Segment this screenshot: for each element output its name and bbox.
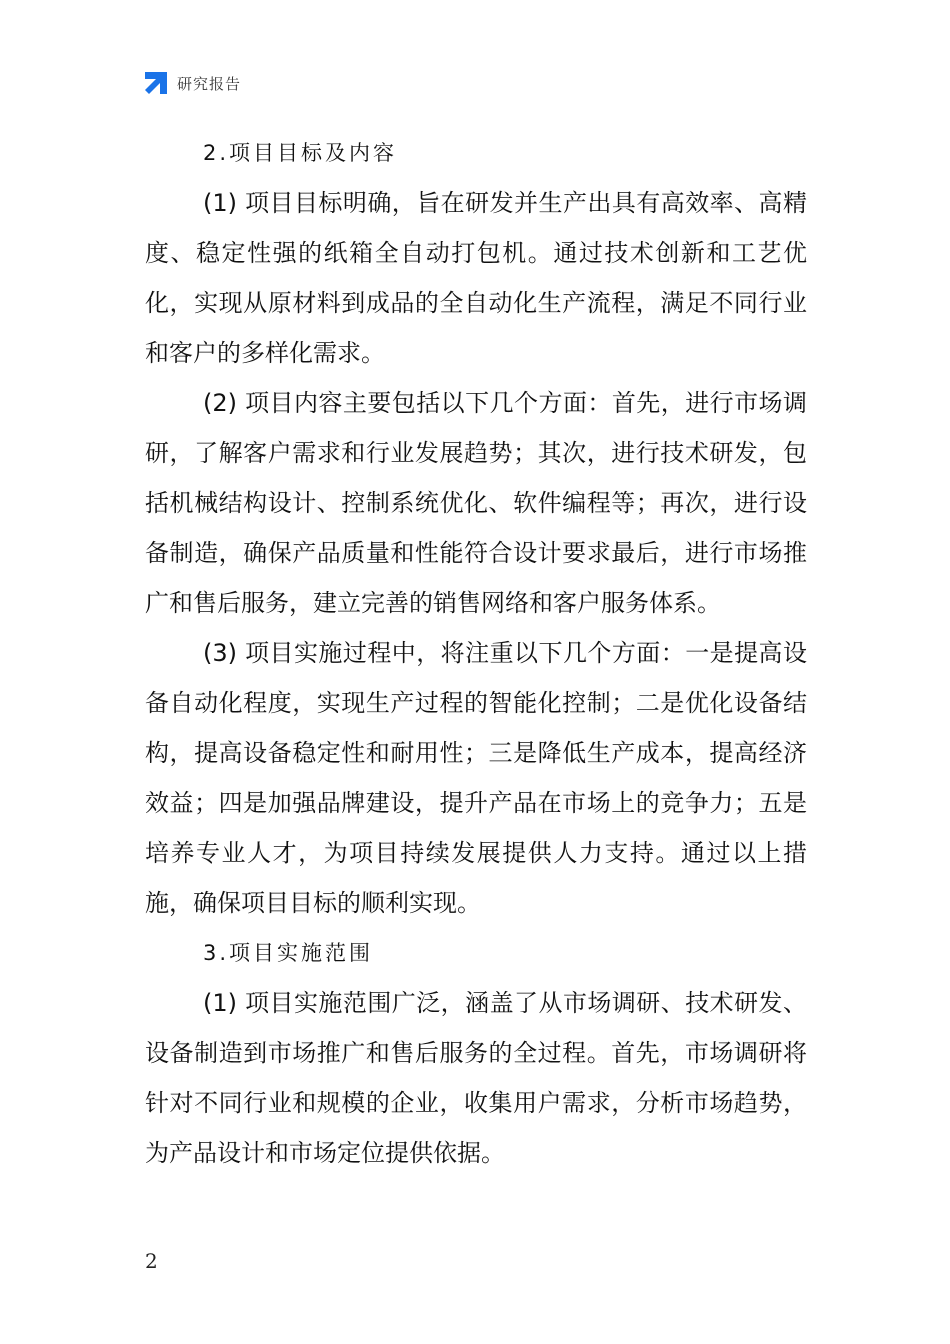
paragraph: (2) 项目内容主要包括以下几个方面：首先，进行市场调研，了解客户需求和行业发展趋势；其次，进行技术研发，包括机械结构设计、控制系统优化、软件编程等；再次，进行设备制造，确保产品质量和性能符合设计要求最后，进行市场推广和售后服务，建立完善的销售网络和客户服务体系。: [145, 389, 807, 617]
paragraph: (1) 项目目标明确，旨在研发并生产出具有高效率、高精度、稳定性强的纸箱全自动打包机。通过技术创新和工艺优化，实现从原材料到成品的全自动化生产流程，满足不同行业和客户的多样化需求。: [145, 189, 807, 367]
arrow-up-right-icon: [143, 70, 169, 96]
page-header: [143, 68, 241, 98]
paragraph: (3) 项目实施过程中，将注重以下几个方面：一是提高设备自动化程度，实现生产过程的智能化控制；二是优化设备结构，提高设备稳定性和耐用性；三是降低生产成本，提高经济效益；四是加强品牌建设，提升产品在市场上的竞争力；五是培养专业人才，为项目持续发展提供人力支持。通过以上措施，确保项目目标的顺利实现。: [145, 639, 807, 917]
header-label: 研究报告: [177, 74, 242, 93]
section-heading: 3.项目实施范围: [203, 941, 374, 965]
section-heading: 2.项目目标及内容: [203, 141, 398, 165]
document-body: [145, 128, 807, 1178]
paragraph: (1) 项目实施范围广泛，涵盖了从市场调研、技术研发、设备制造到市场推广和售后服务的全过程。首先，市场调研将针对不同行业和规模的企业，收集用户需求，分析市场趋势，为产品设计和市场定位提供依据。: [145, 989, 807, 1167]
page-number: 2: [145, 1249, 158, 1273]
